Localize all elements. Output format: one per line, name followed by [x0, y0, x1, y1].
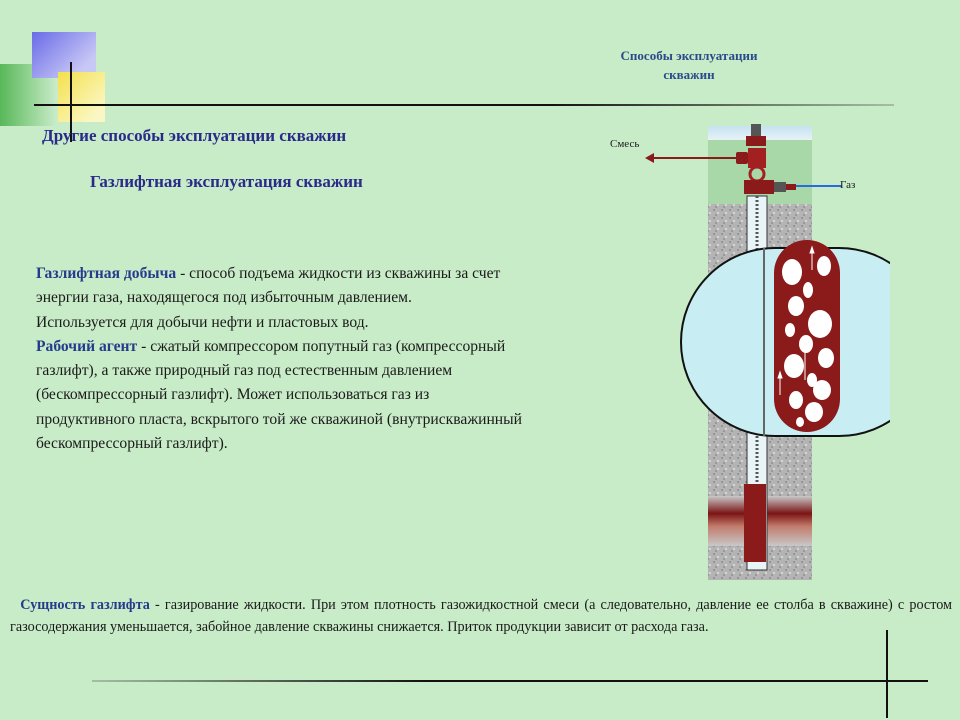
essence-paragraph — [10, 594, 952, 638]
decor-yellow-square — [58, 72, 105, 122]
corner-title — [596, 46, 782, 84]
term-working-agent: Рабочий агент — [36, 337, 138, 355]
essence-text: - газирование жидкости. При этом плотность газожидкостной смеси (а следовательно, давление ее столба в скважине) с ростом газосодержания уменьшается, забойное давление скважины снижается. Приток продукции зависит от расхода газа. — [10, 597, 953, 635]
body-text — [36, 262, 526, 456]
term-gaslift-essence: Сущность газлифта — [20, 597, 150, 613]
term-gaslift-production: Газлифтная добыча — [36, 265, 177, 282]
label-mixture: Смесь — [610, 138, 640, 150]
paragraph-definition — [36, 262, 526, 311]
label-gas: Газ — [840, 179, 856, 191]
paragraph-usage: Используется для добычи нефти и пластовых вод. — [36, 313, 369, 331]
corner-title-line2: скважин — [663, 67, 715, 82]
liquid-column — [744, 484, 766, 562]
decor-vertical-line-right — [886, 630, 888, 718]
decor-horizontal-line-bottom — [92, 680, 928, 682]
decor-horizontal-line-top — [34, 104, 894, 106]
corner-title-line1: Способы эксплуатации — [620, 48, 758, 63]
mixture-arrow-icon — [645, 153, 654, 163]
paragraph-agent — [36, 335, 526, 456]
slide-subtitle: Газлифтная эксплуатация скважин — [90, 172, 363, 191]
definition-text: - способ подъема жидкости из скважины за счет энергии газа, находящегося под избыточным давлением. — [36, 265, 501, 307]
agent-text: - сжатый компрессором попутный газ (компрессорный газлифт), а также природный газ под естественным давлением (бескомпрессорный газлифт). Может использоваться газ из продуктивного пласта, вскрытого той же скважиной (внутрискважинный бескомпрессорный газлифт). — [36, 337, 522, 453]
slide-title: Другие способы эксплуатации скважин — [42, 126, 347, 145]
